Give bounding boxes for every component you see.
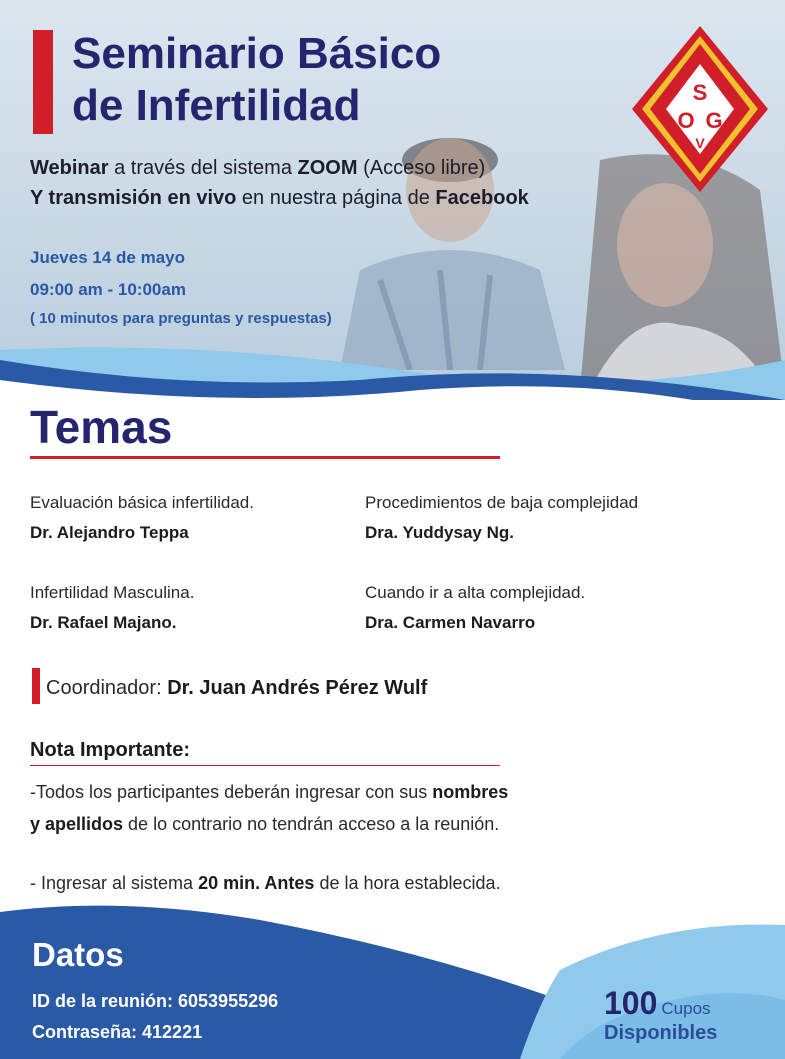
cupos-word: Cupos <box>661 999 711 1018</box>
speaker-3: Dr. Rafael Majano. <box>30 613 177 632</box>
meeting-id: ID de la reunión: 6053955296 <box>32 991 279 1011</box>
speaker-2: Dra. Yuddysay Ng. <box>365 523 514 542</box>
nota-underline <box>30 765 500 766</box>
topic-3: Infertilidad Masculina. <box>30 583 195 602</box>
coordinator-name: Dr. Juan Andrés Pérez Wulf <box>167 677 428 699</box>
cupos-number: 100 <box>604 985 658 1021</box>
svg-text:O: O <box>677 108 695 133</box>
facebook-live-info: Y transmisión en vivo en nuestra página de Facebook <box>30 187 529 209</box>
svg-text:V: V <box>695 135 705 151</box>
title-line-1: Seminario Básico <box>72 29 442 78</box>
topic-4: Cuando ir a alta complejidad. <box>365 583 586 602</box>
webinar-info: Webinar a través del sistema ZOOM (Acceso libre) <box>30 157 486 179</box>
speaker-1: Dr. Alejandro Teppa <box>30 523 189 542</box>
svg-text:G: G <box>705 108 723 133</box>
temas-underline <box>30 456 500 459</box>
title-line-2: de Infertilidad <box>72 81 361 130</box>
sogv-logo-icon <box>630 24 770 194</box>
logo-letter-s: S <box>692 80 708 105</box>
nota-line-2: y apellidos de lo contrario no tendrán acceso a la reunión. <box>30 814 500 834</box>
coordinator <box>46 675 427 701</box>
cupos-badge <box>604 985 774 1045</box>
speaker-4: Dra. Carmen Navarro <box>365 613 536 632</box>
topic-1: Evaluación básica infertilidad. <box>30 493 254 512</box>
title-accent-bar <box>33 30 53 134</box>
coordinator-accent-bar <box>32 668 40 704</box>
qa-note: ( 10 minutos para preguntas y respuestas) <box>30 310 332 327</box>
temas-heading: Temas <box>30 401 173 453</box>
nota-line-3: - Ingresar al sistema 20 min. Antes de la hora establecida. <box>30 873 501 893</box>
coordinator-label: Coordinador: <box>46 677 168 699</box>
event-time: 09:00 am - 10:00am <box>30 280 186 299</box>
datos-heading: Datos <box>32 936 124 973</box>
cupos-available: Disponibles <box>604 1022 718 1044</box>
nota-heading: Nota Importante: <box>30 739 190 761</box>
nota-line-1: -Todos los participantes deberán ingresar con sus nombres <box>30 782 509 802</box>
page-title <box>72 28 592 132</box>
topic-2: Procedimientos de baja complejidad <box>365 493 639 512</box>
event-date: Jueves 14 de mayo <box>30 248 185 267</box>
meeting-password: Contraseña: 412221 <box>32 1022 203 1042</box>
